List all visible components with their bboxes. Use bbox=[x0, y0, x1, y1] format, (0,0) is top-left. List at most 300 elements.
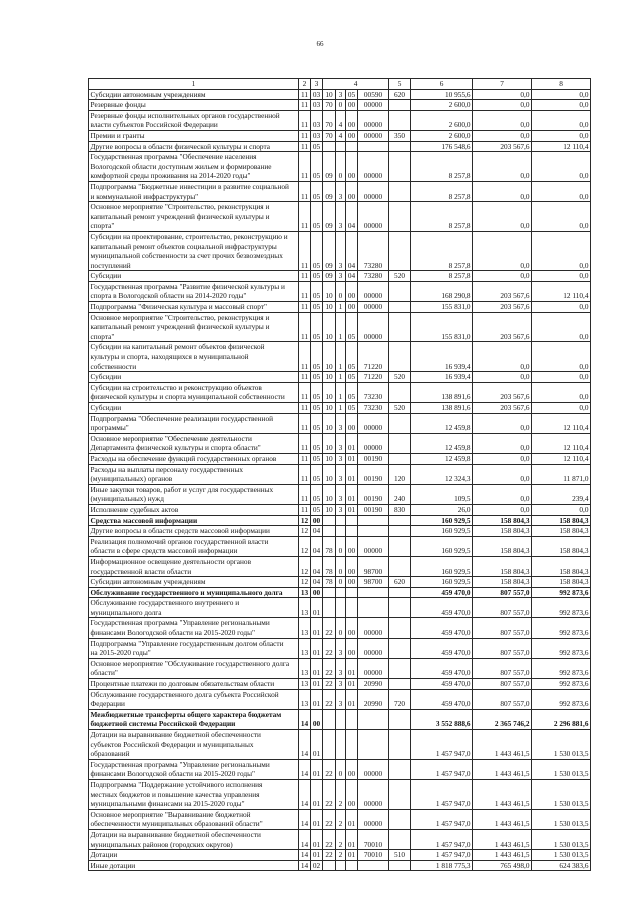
row-target-code-part: 22 bbox=[323, 829, 336, 849]
table-row bbox=[89, 598, 591, 618]
row-amount-col8: 0,0 bbox=[532, 231, 591, 270]
row-amount-col6: 1 457 947,0 bbox=[411, 809, 473, 829]
row-target-code-part bbox=[346, 598, 358, 618]
row-amount-col7: 158 804,3 bbox=[473, 515, 532, 526]
row-description: Основное мероприятие "Выравнивание бюджетной обеспеченности муниципальных образований области" bbox=[89, 809, 299, 829]
row-target-code-part: 00 bbox=[346, 181, 358, 201]
row-section-code: 11 bbox=[299, 141, 311, 152]
table-row bbox=[89, 484, 591, 504]
row-target-code-part bbox=[336, 709, 346, 729]
row-amount-col6: 160 929,5 bbox=[411, 556, 473, 576]
row-target-code-part: 00 bbox=[346, 152, 358, 182]
row-expense-type bbox=[389, 302, 411, 313]
row-amount-col6: 176 548,6 bbox=[411, 141, 473, 152]
row-target-code-part: 00 bbox=[346, 413, 358, 433]
row-subsection-code: 05 bbox=[311, 302, 323, 313]
row-description: Субсидии на проектирование, строительство, реконструкцию и капитальный ремонт объектов социальной инфраструктуры муниципальной собственности за счет прочих безвозмездных поступлений bbox=[89, 231, 299, 270]
row-description: Обслуживание государственного долга субъекта Российской Федерации bbox=[89, 689, 299, 709]
row-expense-type bbox=[389, 759, 411, 779]
row-section-code: 13 bbox=[299, 587, 311, 598]
row-target-code-part: 00 bbox=[346, 779, 358, 809]
row-expense-type bbox=[389, 202, 411, 232]
row-expense-type bbox=[389, 100, 411, 111]
row-expense-type bbox=[389, 453, 411, 464]
row-target-code-part bbox=[346, 730, 358, 760]
table-row bbox=[89, 679, 591, 690]
row-amount-col8: 992 873,6 bbox=[532, 598, 591, 618]
row-subsection-code: 03 bbox=[311, 100, 323, 111]
table-row bbox=[89, 556, 591, 576]
row-amount-col8: 0,0 bbox=[532, 382, 591, 402]
row-subsection-code: 05 bbox=[311, 271, 323, 282]
row-target-code-part: 00000 bbox=[358, 110, 389, 130]
row-target-code-part: 00 bbox=[346, 110, 358, 130]
row-section-code: 12 bbox=[299, 536, 311, 556]
row-target-code-part bbox=[336, 860, 346, 871]
row-section-code: 11 bbox=[299, 110, 311, 130]
row-target-code-part: 01 bbox=[346, 679, 358, 690]
table-row bbox=[89, 515, 591, 526]
row-target-code-part bbox=[323, 515, 336, 526]
row-expense-type bbox=[389, 141, 411, 152]
row-subsection-code: 03 bbox=[311, 110, 323, 130]
table-body bbox=[89, 89, 591, 871]
row-section-code: 11 bbox=[299, 100, 311, 111]
row-target-code-part: 01 bbox=[346, 658, 358, 678]
row-amount-col7: 0,0 bbox=[473, 110, 532, 130]
row-section-code: 11 bbox=[299, 152, 311, 182]
row-amount-col7: 2 365 746,2 bbox=[473, 709, 532, 729]
row-target-code-part: 00000 bbox=[358, 809, 389, 829]
row-target-code-part bbox=[346, 860, 358, 871]
row-target-code-part: 00000 bbox=[358, 618, 389, 638]
row-target-code-part: 01 bbox=[346, 809, 358, 829]
row-amount-col8: 992 873,6 bbox=[532, 638, 591, 658]
row-target-code-part: 01 bbox=[346, 850, 358, 861]
table-row bbox=[89, 302, 591, 313]
row-amount-col8: 0,0 bbox=[532, 403, 591, 414]
row-target-code-part: 22 bbox=[323, 618, 336, 638]
row-target-code-part: 00 bbox=[346, 638, 358, 658]
row-section-code: 14 bbox=[299, 850, 311, 861]
table-row bbox=[89, 730, 591, 760]
row-expense-type: 830 bbox=[389, 504, 411, 515]
row-description: Субсидии автономным учреждениям bbox=[89, 89, 299, 100]
row-expense-type bbox=[389, 152, 411, 182]
row-amount-col6: 155 831,0 bbox=[411, 302, 473, 313]
row-amount-col7: 807 557,0 bbox=[473, 618, 532, 638]
row-expense-type bbox=[389, 526, 411, 537]
table-row bbox=[89, 779, 591, 809]
row-section-code: 11 bbox=[299, 484, 311, 504]
row-subsection-code: 04 bbox=[311, 577, 323, 588]
row-target-code-part: 00 bbox=[346, 281, 358, 301]
row-expense-type bbox=[389, 342, 411, 372]
row-description: Премии и гранты bbox=[89, 130, 299, 141]
row-amount-col7: 158 804,3 bbox=[473, 577, 532, 588]
row-amount-col7: 1 443 461,5 bbox=[473, 730, 532, 760]
row-section-code: 11 bbox=[299, 382, 311, 402]
table-row bbox=[89, 89, 591, 100]
row-target-code-part: 10 bbox=[323, 504, 336, 515]
row-subsection-code: 01 bbox=[311, 598, 323, 618]
row-amount-col7: 0,0 bbox=[473, 152, 532, 182]
row-target-code-part: 04 bbox=[346, 231, 358, 270]
row-section-code: 11 bbox=[299, 312, 311, 342]
row-expense-type bbox=[389, 413, 411, 433]
row-amount-col6: 459 470,0 bbox=[411, 658, 473, 678]
row-section-code: 11 bbox=[299, 372, 311, 383]
header-col-6: 6 bbox=[411, 79, 473, 90]
row-amount-col7: 0,0 bbox=[473, 342, 532, 372]
row-amount-col8: 158 804,3 bbox=[532, 556, 591, 576]
row-target-code-part: 00190 bbox=[358, 484, 389, 504]
row-target-code-part: 10 bbox=[323, 453, 336, 464]
row-target-code-part: 2 bbox=[336, 779, 346, 809]
row-target-code-part: 10 bbox=[323, 302, 336, 313]
row-description: Подпрограмма "Поддержание устойчивого исполнения местных бюджетов и повышение качества управления муниципальными финансами на 2015-2020 годы" bbox=[89, 779, 299, 809]
table-row bbox=[89, 403, 591, 414]
row-subsection-code: 01 bbox=[311, 679, 323, 690]
row-amount-col7: 0,0 bbox=[473, 231, 532, 270]
row-subsection-code: 04 bbox=[311, 526, 323, 537]
row-expense-type: 520 bbox=[389, 403, 411, 414]
row-target-code-part: 20990 bbox=[358, 689, 389, 709]
row-expense-type bbox=[389, 618, 411, 638]
row-amount-col6: 8 257,8 bbox=[411, 231, 473, 270]
row-amount-col6: 1 457 947,0 bbox=[411, 829, 473, 849]
row-amount-col8: 1 530 013,5 bbox=[532, 759, 591, 779]
row-subsection-code: 01 bbox=[311, 779, 323, 809]
table-row bbox=[89, 829, 591, 849]
row-subsection-code: 05 bbox=[311, 504, 323, 515]
row-section-code: 12 bbox=[299, 526, 311, 537]
row-description: Обслуживание государственного внутреннего и муниципального долга bbox=[89, 598, 299, 618]
row-description: Расходы на обеспечение функций государственных органов bbox=[89, 453, 299, 464]
row-amount-col8: 12 110,4 bbox=[532, 281, 591, 301]
row-section-code: 14 bbox=[299, 860, 311, 871]
row-expense-type: 620 bbox=[389, 89, 411, 100]
row-target-code-part bbox=[358, 598, 389, 618]
row-amount-col7: 203 567,6 bbox=[473, 141, 532, 152]
row-target-code-part: 20990 bbox=[358, 679, 389, 690]
row-target-code-part: 2 bbox=[336, 829, 346, 849]
header-col-4: 4 bbox=[323, 79, 389, 90]
row-amount-col8: 992 873,6 bbox=[532, 689, 591, 709]
row-description: Иные закупки товаров, работ и услуг для государственных (муниципальных) нужд bbox=[89, 484, 299, 504]
row-amount-col6: 8 257,8 bbox=[411, 202, 473, 232]
row-section-code: 11 bbox=[299, 342, 311, 372]
row-target-code-part bbox=[336, 598, 346, 618]
row-target-code-part: 73230 bbox=[358, 382, 389, 402]
row-target-code-part: 1 bbox=[336, 302, 346, 313]
row-target-code-part: 00000 bbox=[358, 202, 389, 232]
row-target-code-part bbox=[323, 141, 336, 152]
row-amount-col6: 160 929,5 bbox=[411, 577, 473, 588]
row-description: Государственная программа "Обеспечение населения Вологодской области доступным жильем и формирование комфортной среды проживания на 2014-2020 годы" bbox=[89, 152, 299, 182]
row-target-code-part: 10 bbox=[323, 433, 336, 453]
row-target-code-part: 3 bbox=[336, 484, 346, 504]
row-amount-col8: 1 530 013,5 bbox=[532, 730, 591, 760]
row-target-code-part: 3 bbox=[336, 231, 346, 270]
row-amount-col8: 0,0 bbox=[532, 100, 591, 111]
row-amount-col6: 12 459,8 bbox=[411, 433, 473, 453]
row-amount-col7: 158 804,3 bbox=[473, 556, 532, 576]
row-amount-col7: 0,0 bbox=[473, 130, 532, 141]
row-target-code-part: 04 bbox=[346, 202, 358, 232]
row-target-code-part: 00000 bbox=[358, 413, 389, 433]
row-target-code-part: 09 bbox=[323, 152, 336, 182]
table-row bbox=[89, 526, 591, 537]
row-amount-col8: 1 530 013,5 bbox=[532, 850, 591, 861]
table-row bbox=[89, 587, 591, 598]
row-expense-type: 350 bbox=[389, 130, 411, 141]
row-amount-col6: 459 470,0 bbox=[411, 587, 473, 598]
row-amount-col7: 203 567,6 bbox=[473, 302, 532, 313]
row-amount-col8: 0,0 bbox=[532, 202, 591, 232]
row-target-code-part bbox=[346, 709, 358, 729]
row-target-code-part bbox=[323, 730, 336, 760]
table-row bbox=[89, 759, 591, 779]
row-amount-col8: 0,0 bbox=[532, 342, 591, 372]
row-target-code-part: 98700 bbox=[358, 556, 389, 576]
row-section-code: 11 bbox=[299, 302, 311, 313]
row-subsection-code: 05 bbox=[311, 484, 323, 504]
table-row bbox=[89, 372, 591, 383]
row-target-code-part: 00 bbox=[346, 577, 358, 588]
table-row bbox=[89, 342, 591, 372]
header-col-8: 8 bbox=[532, 79, 591, 90]
row-target-code-part: 22 bbox=[323, 779, 336, 809]
row-section-code: 14 bbox=[299, 809, 311, 829]
table-row bbox=[89, 453, 591, 464]
row-target-code-part: 2 bbox=[336, 809, 346, 829]
page-number: 66 bbox=[316, 40, 324, 48]
row-amount-col6: 8 257,8 bbox=[411, 152, 473, 182]
row-section-code: 14 bbox=[299, 730, 311, 760]
row-section-code: 11 bbox=[299, 504, 311, 515]
row-amount-col8: 0,0 bbox=[532, 312, 591, 342]
row-expense-type: 520 bbox=[389, 372, 411, 383]
budget-table bbox=[88, 78, 591, 871]
row-expense-type bbox=[389, 860, 411, 871]
row-section-code: 13 bbox=[299, 658, 311, 678]
row-expense-type bbox=[389, 829, 411, 849]
row-target-code-part: 0 bbox=[336, 759, 346, 779]
row-subsection-code: 05 bbox=[311, 413, 323, 433]
row-subsection-code: 05 bbox=[311, 231, 323, 270]
row-amount-col8: 12 110,4 bbox=[532, 453, 591, 464]
row-amount-col8: 12 110,4 bbox=[532, 141, 591, 152]
row-target-code-part: 10 bbox=[323, 342, 336, 372]
row-target-code-part: 22 bbox=[323, 850, 336, 861]
row-target-code-part: 00000 bbox=[358, 536, 389, 556]
row-section-code: 13 bbox=[299, 679, 311, 690]
row-target-code-part: 10 bbox=[323, 312, 336, 342]
row-amount-col7: 0,0 bbox=[473, 453, 532, 464]
row-section-code: 11 bbox=[299, 464, 311, 484]
row-amount-col6: 8 257,8 bbox=[411, 181, 473, 201]
row-target-code-part: 1 bbox=[336, 403, 346, 414]
table-row bbox=[89, 110, 591, 130]
row-target-code-part: 1 bbox=[336, 342, 346, 372]
table-row bbox=[89, 100, 591, 111]
row-amount-col7: 807 557,0 bbox=[473, 587, 532, 598]
row-expense-type bbox=[389, 281, 411, 301]
row-amount-col6: 160 929,5 bbox=[411, 526, 473, 537]
row-section-code: 11 bbox=[299, 130, 311, 141]
row-amount-col8: 0,0 bbox=[532, 130, 591, 141]
row-amount-col7: 0,0 bbox=[473, 372, 532, 383]
row-target-code-part: 0 bbox=[336, 152, 346, 182]
header-col-2: 2 bbox=[299, 79, 311, 90]
row-amount-col6: 109,5 bbox=[411, 484, 473, 504]
row-subsection-code: 05 bbox=[311, 382, 323, 402]
row-amount-col6: 1 457 947,0 bbox=[411, 730, 473, 760]
row-target-code-part: 00000 bbox=[358, 433, 389, 453]
row-expense-type bbox=[389, 515, 411, 526]
row-section-code: 11 bbox=[299, 202, 311, 232]
row-target-code-part bbox=[336, 526, 346, 537]
row-expense-type bbox=[389, 809, 411, 829]
row-amount-col8: 992 873,6 bbox=[532, 618, 591, 638]
row-expense-type: 120 bbox=[389, 464, 411, 484]
row-target-code-part: 0 bbox=[336, 556, 346, 576]
row-target-code-part: 10 bbox=[323, 281, 336, 301]
row-expense-type bbox=[389, 638, 411, 658]
row-amount-col8: 158 804,3 bbox=[532, 526, 591, 537]
table-row bbox=[89, 504, 591, 515]
row-expense-type bbox=[389, 658, 411, 678]
table-row bbox=[89, 181, 591, 201]
row-target-code-part: 05 bbox=[346, 382, 358, 402]
row-description: Основное мероприятие "Обеспечение деятельности Департамента физической культуры и спорта области" bbox=[89, 433, 299, 453]
row-section-code: 11 bbox=[299, 271, 311, 282]
row-subsection-code: 05 bbox=[311, 281, 323, 301]
row-amount-col6: 3 552 888,6 bbox=[411, 709, 473, 729]
row-target-code-part: 00000 bbox=[358, 312, 389, 342]
row-target-code-part: 00000 bbox=[358, 100, 389, 111]
row-section-code: 11 bbox=[299, 231, 311, 270]
row-expense-type: 720 bbox=[389, 689, 411, 709]
row-target-code-part: 3 bbox=[336, 464, 346, 484]
row-target-code-part bbox=[323, 709, 336, 729]
row-amount-col6: 459 470,0 bbox=[411, 679, 473, 690]
row-expense-type bbox=[389, 433, 411, 453]
row-amount-col8: 0,0 bbox=[532, 89, 591, 100]
row-target-code-part: 00 bbox=[346, 100, 358, 111]
row-subsection-code: 03 bbox=[311, 89, 323, 100]
row-target-code-part: 00 bbox=[346, 556, 358, 576]
row-amount-col7: 0,0 bbox=[473, 181, 532, 201]
row-subsection-code: 01 bbox=[311, 730, 323, 760]
row-target-code-part: 00 bbox=[346, 302, 358, 313]
row-target-code-part: 0 bbox=[336, 100, 346, 111]
row-amount-col6: 138 891,6 bbox=[411, 403, 473, 414]
row-target-code-part: 98700 bbox=[358, 577, 389, 588]
row-description: Иные дотации bbox=[89, 860, 299, 871]
row-target-code-part: 04 bbox=[346, 271, 358, 282]
row-subsection-code: 05 bbox=[311, 372, 323, 383]
row-target-code-part: 3 bbox=[336, 413, 346, 433]
row-target-code-part: 05 bbox=[346, 89, 358, 100]
row-target-code-part: 00000 bbox=[358, 638, 389, 658]
row-description: Государственная программа "Управление региональными финансами Вологодской области на 2015-2020 годы" bbox=[89, 759, 299, 779]
row-section-code: 11 bbox=[299, 433, 311, 453]
row-target-code-part: 70010 bbox=[358, 850, 389, 861]
row-target-code-part: 2 bbox=[336, 850, 346, 861]
row-target-code-part bbox=[346, 515, 358, 526]
table-row bbox=[89, 152, 591, 182]
row-target-code-part: 00000 bbox=[358, 281, 389, 301]
table-row bbox=[89, 464, 591, 484]
row-description: Информационное освещение деятельности органов государственной власти области bbox=[89, 556, 299, 576]
row-target-code-part bbox=[358, 730, 389, 760]
row-target-code-part: 09 bbox=[323, 271, 336, 282]
row-amount-col7: 807 557,0 bbox=[473, 679, 532, 690]
row-target-code-part: 05 bbox=[346, 403, 358, 414]
row-target-code-part: 00190 bbox=[358, 464, 389, 484]
row-expense-type bbox=[389, 598, 411, 618]
row-subsection-code: 01 bbox=[311, 618, 323, 638]
row-description: Резервные фонды исполнительных органов государственной власти субъектов Российской Федерации bbox=[89, 110, 299, 130]
row-target-code-part: 10 bbox=[323, 413, 336, 433]
row-subsection-code: 00 bbox=[311, 587, 323, 598]
row-amount-col6: 16 939,4 bbox=[411, 372, 473, 383]
row-target-code-part bbox=[358, 526, 389, 537]
row-section-code: 13 bbox=[299, 618, 311, 638]
row-amount-col6: 160 929,5 bbox=[411, 536, 473, 556]
row-amount-col6: 12 324,3 bbox=[411, 464, 473, 484]
header-col-3: 3 bbox=[311, 79, 323, 90]
row-subsection-code: 04 bbox=[311, 536, 323, 556]
row-amount-col8: 11 871,0 bbox=[532, 464, 591, 484]
row-description: Дотации на выравнивание бюджетной обеспеченности муниципальных районов (городских округов) bbox=[89, 829, 299, 849]
row-expense-type bbox=[389, 730, 411, 760]
table-row bbox=[89, 658, 591, 678]
row-subsection-code: 01 bbox=[311, 829, 323, 849]
row-description: Субсидии на капитальный ремонт объектов физической культуры и спорта, находящихся в муниципальной собственности bbox=[89, 342, 299, 372]
row-amount-col6: 8 257,8 bbox=[411, 271, 473, 282]
row-target-code-part: 3 bbox=[336, 202, 346, 232]
row-section-code: 14 bbox=[299, 779, 311, 809]
row-amount-col8: 624 383,6 bbox=[532, 860, 591, 871]
row-section-code: 13 bbox=[299, 598, 311, 618]
table-row bbox=[89, 536, 591, 556]
table-row bbox=[89, 709, 591, 729]
row-description: Подпрограмма "Обеспечение реализации государственной программы" bbox=[89, 413, 299, 433]
row-target-code-part bbox=[336, 587, 346, 598]
table-row bbox=[89, 413, 591, 433]
row-expense-type bbox=[389, 709, 411, 729]
row-target-code-part: 3 bbox=[336, 453, 346, 464]
row-amount-col8: 0,0 bbox=[532, 152, 591, 182]
row-subsection-code: 01 bbox=[311, 638, 323, 658]
row-description: Процентные платежи по долговым обязательствам области bbox=[89, 679, 299, 690]
row-amount-col8: 158 804,3 bbox=[532, 577, 591, 588]
row-description: Основное мероприятие "Строительство, реконструкция и капитальный ремонт учреждений физической культуры и спорта" bbox=[89, 312, 299, 342]
row-description: Реализация полномочий органов государственной власти области в сфере средств массовой информации bbox=[89, 536, 299, 556]
row-subsection-code: 01 bbox=[311, 809, 323, 829]
row-description: Государственная программа "Управление региональными финансами Вологодской области на 2015-2020 годы" bbox=[89, 618, 299, 638]
table-row bbox=[89, 809, 591, 829]
row-amount-col7: 203 567,6 bbox=[473, 403, 532, 414]
table-row bbox=[89, 618, 591, 638]
table-row bbox=[89, 312, 591, 342]
row-target-code-part: 01 bbox=[346, 484, 358, 504]
row-expense-type bbox=[389, 382, 411, 402]
row-amount-col6: 16 939,4 bbox=[411, 342, 473, 372]
